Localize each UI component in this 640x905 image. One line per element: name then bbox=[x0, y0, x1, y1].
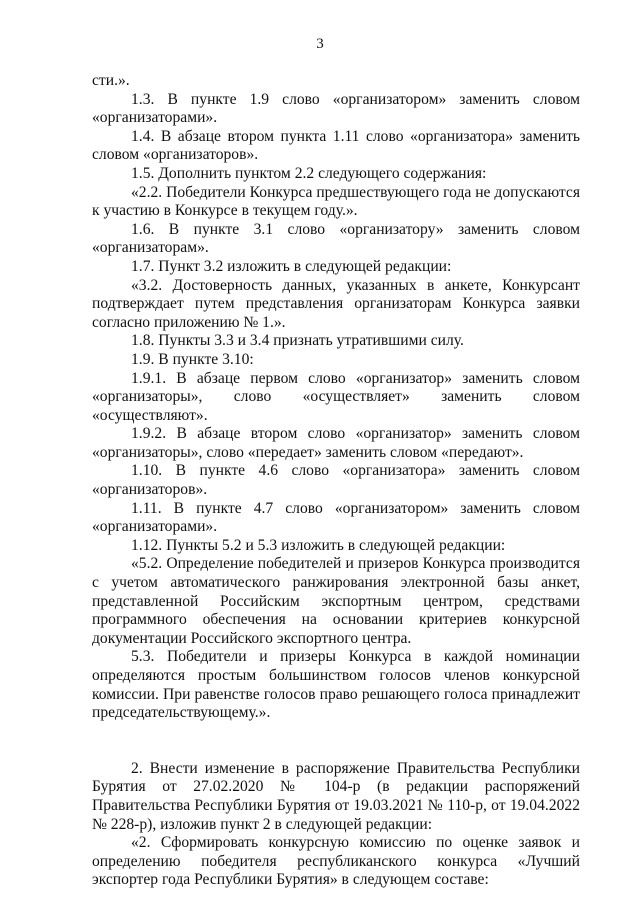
paragraph-1-8: 1.8. Пункты 3.3 и 3.4 признать утратившими силу. bbox=[131, 332, 464, 350]
paragraph-1-5: 1.5. Дополнить пунктом 2.2 следующего содержания: bbox=[131, 164, 487, 182]
paragraph-3-2-quote: «3.2. Достоверность данных, указанных в анкете, Конкурсант подтверждает путем представления организаторам Конкурса заявки согласно приложению № 1.». bbox=[92, 276, 580, 331]
section-gap bbox=[92, 723, 580, 760]
paragraph-1-11: 1.11. В пункте 4.7 слово «организатором» заменить словом «организаторами». bbox=[92, 499, 580, 536]
paragraph-5-2-quote: «5.2. Определение победителей и призеров Конкурса производится с учетом автоматического ранжирования электронной базы анкет, представленной Российским экспортным центром, средствами программного обеспечения на основании критериев конкурсной документации Российского экспортного центра. bbox=[92, 555, 580, 647]
paragraph-1-9: 1.9. В пункте 3.10: bbox=[131, 350, 254, 368]
paragraph-1-7: 1.7. Пункт 3.2 изложить в следующей редакции: bbox=[131, 257, 452, 275]
paragraph-1-6: 1.6. В пункте 3.1 слово «организатору» заменить словом «организаторам». bbox=[92, 220, 580, 257]
paragraph-2-2-quote: «2.2. Победители Конкурса предшествующего года не допускаются к участию в Конкурсе в текущем году.». bbox=[92, 183, 580, 220]
paragraph-1-10: 1.10. В пункте 4.6 слово «организатора» заменить словом «организаторов». bbox=[92, 462, 580, 499]
paragraph-2: 2. Внести изменение в распоряжение Правительства Республики Бурятия от 27.02.2020 № 104-р (в редакции распоряжений Правительства Республики Бурятия от 19.03.2021 № 110-р, от 19.04.2022 № 228-р), изложив пункт 2 в следующей редакции: bbox=[92, 759, 580, 833]
paragraph-2-quote: «2. Сформировать конкурсную комиссию по оценке заявок и определению победителя республиканского конкурса «Лучший экспортер года Республики Бурятия» в следующем составе: bbox=[92, 834, 580, 889]
paragraph-5-3-quote: 5.3. Победители и призеры Конкурса в каждой номинации определяются простым большинством голосов членов конкурсной комиссии. При равенстве голосов право решающего голоса принадлежит председательствующему.». bbox=[92, 648, 580, 722]
paragraph-1-3: 1.3. В пункте 1.9 слово «организатором» заменить словом «организаторами». bbox=[92, 90, 580, 127]
paragraph-1-12: 1.12. Пункты 5.2 и 5.3 изложить в следующей редакции: bbox=[131, 536, 506, 554]
paragraph-continuation: сти.». bbox=[92, 72, 130, 89]
paragraph-1-9-2: 1.9.2. В абзаце втором слово «организатор» заменить словом «организаторы», слово «передает» заменить словом «передают». bbox=[92, 425, 580, 461]
paragraph-1-9-1: 1.9.1. В абзаце первом слово «организатор» заменить словом «организаторы», слово «осуществляет» заменить словом «осуществляют». bbox=[92, 369, 580, 424]
paragraph-1-4: 1.4. В абзаце втором пункта 1.11 слово «организатора» заменить словом «организаторов». bbox=[92, 127, 580, 164]
page-number: 3 bbox=[316, 36, 324, 52]
document-body bbox=[92, 72, 580, 890]
